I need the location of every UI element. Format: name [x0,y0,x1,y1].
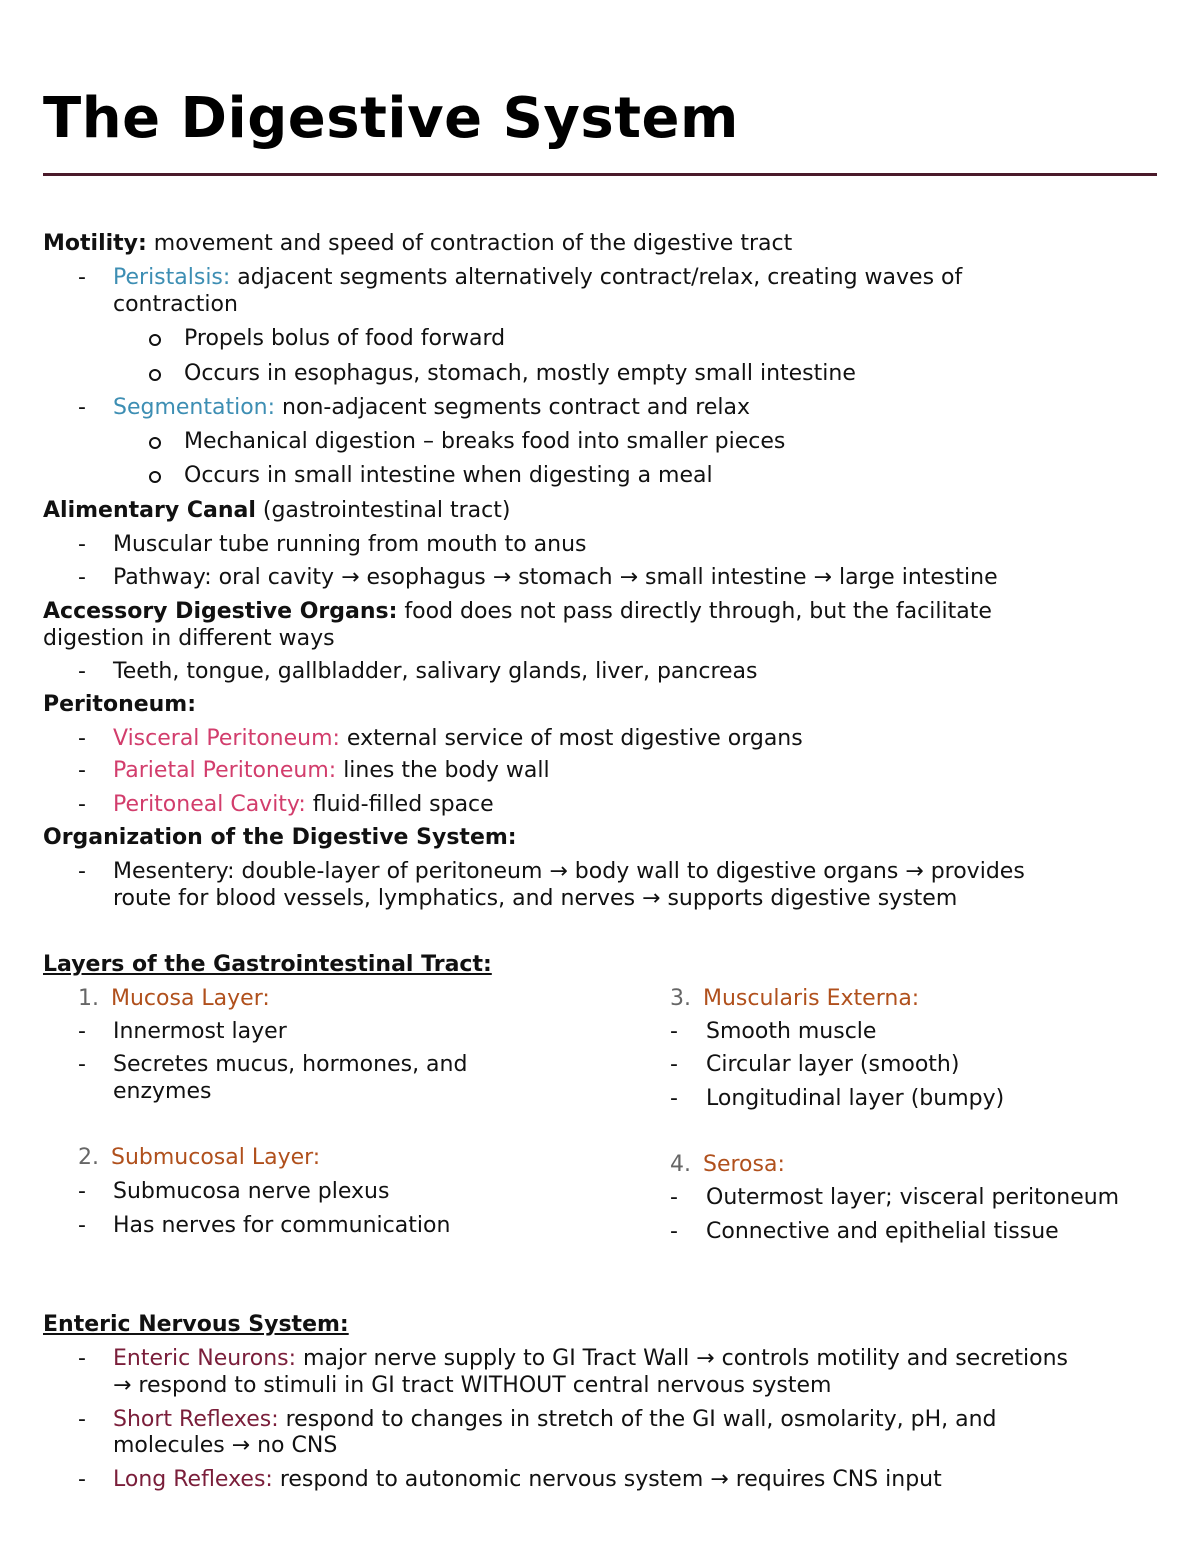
alimentary-line [43,497,510,524]
dash: - [670,1019,678,1044]
peritoneum-def: external service of most digestive organs [339,726,803,751]
muscularis-num: 3. [670,986,691,1011]
ens-neurons-def: major nerve supply to GI Tract Wall → controls motility and secretions [296,1346,1068,1371]
organization-line: Mesentery: double-layer of peritoneum → body wall to digestive organs → provides [113,859,1025,884]
bullet-icon [149,334,161,346]
organization-heading: Organization of the Digestive System: [43,825,517,850]
dash: - [78,265,86,290]
peritoneum-item [113,791,494,818]
muscularis-title [670,985,919,1012]
accessory-term: Accessory Digestive Organs: [43,599,398,624]
motility-line [43,230,792,257]
accessory-def: food does not pass directly through, but the facilitate [397,599,992,624]
dash: - [78,726,86,751]
motility-term: Motility: [43,231,147,256]
ens-short-term: Short Reflexes: [113,1407,279,1432]
submucosa-item: Has nerves for communication [113,1213,451,1238]
serosa-item: Outermost layer; visceral peritoneum [706,1185,1120,1210]
bullet-icon [149,369,161,381]
serosa-num: 4. [670,1152,691,1177]
motility-def: movement and speed of contraction of the digestive tract [146,231,793,256]
peristalsis-def: adjacent segments alternatively contract/relax, creating waves of [230,265,963,290]
ens-short-def: respond to changes in stretch of the GI wall, osmolarity, pH, and [278,1407,997,1432]
accessory-item: Teeth, tongue, gallbladder, salivary glands, liver, pancreas [113,659,758,684]
ens-neurons [113,1345,1068,1372]
mucosa-item: Secretes mucus, hormones, and [113,1052,468,1077]
dash: - [78,792,86,817]
organization-line: route for blood vessels, lymphatics, and nerves → supports digestive system [113,886,958,911]
peristalsis-bullet: Propels bolus of food forward [184,326,506,351]
peritoneum-def: lines the body wall [336,758,550,783]
dash: - [78,1213,86,1238]
dash: - [78,659,86,684]
peristalsis-term: Peristalsis: [113,265,231,290]
ens-long-term: Long Reflexes: [113,1467,273,1492]
submucosa-item: Submucosa nerve plexus [113,1179,390,1204]
bullet-icon [149,471,161,483]
segmentation-bullet: Mechanical digestion – breaks food into smaller pieces [184,429,786,454]
mucosa-title [78,985,270,1012]
accessory-def-cont: digestion in different ways [43,626,335,651]
submucosa-title [78,1144,320,1171]
dash: - [78,532,86,557]
peristalsis-def-cont: contraction [113,292,238,317]
page-title: The Digestive System [43,86,739,151]
dash: - [78,1179,86,1204]
dash: - [78,1019,86,1044]
dash: - [78,758,86,783]
mucosa-item: Innermost layer [113,1019,287,1044]
peritoneum-item [113,757,550,784]
dash: - [670,1086,678,1111]
dash: - [670,1052,678,1077]
peritoneum-item [113,725,803,752]
dash: - [78,1052,86,1077]
ens-neurons-term: Enteric Neurons: [113,1346,297,1371]
alimentary-def: (gastrointestinal tract) [255,498,511,523]
mucosa-term: Mucosa Layer: [111,986,270,1011]
dash: - [670,1219,678,1244]
ens-neurons-cont: → respond to stimuli in GI tract WITHOUT central nervous system [113,1373,832,1398]
peritoneum-term: Visceral Peritoneum: [113,726,340,751]
segmentation-line [113,394,750,421]
muscularis-term: Muscularis Externa: [703,986,920,1011]
serosa-item: Connective and epithelial tissue [706,1219,1059,1244]
peritoneum-heading: Peritoneum: [43,692,197,717]
peritoneum-term: Parietal Peritoneum: [113,758,337,783]
title-divider [43,173,1157,176]
ens-long [113,1466,942,1493]
dash: - [78,1346,86,1371]
dash: - [78,859,86,884]
submucosa-term: Submucosal Layer: [111,1145,321,1170]
ens-short [113,1406,996,1433]
segmentation-bullet: Occurs in small intestine when digesting a meal [184,463,713,488]
muscularis-item: Smooth muscle [706,1019,877,1044]
segmentation-def: non-adjacent segments contract and relax [275,395,750,420]
dash: - [78,1467,86,1492]
alimentary-item: Pathway: oral cavity → esophagus → stomach → small intestine → large intestine [113,565,998,590]
mucosa-item-cont: enzymes [113,1079,212,1104]
dash: - [670,1185,678,1210]
muscularis-item: Longitudinal layer (bumpy) [706,1086,1005,1111]
layers-heading: Layers of the Gastrointestinal Tract: [43,952,492,977]
alimentary-term: Alimentary Canal [43,498,256,523]
peritoneum-def: fluid-filled space [305,792,494,817]
accessory-line [43,598,992,625]
peristalsis-line [113,264,962,291]
ens-short-cont: molecules → no CNS [113,1433,338,1458]
peritoneum-term: Peritoneal Cavity: [113,792,306,817]
ens-long-def: respond to autonomic nervous system → requires CNS input [272,1467,942,1492]
muscularis-item: Circular layer (smooth) [706,1052,960,1077]
dash: - [78,1407,86,1432]
serosa-title [670,1151,785,1178]
mucosa-num: 1. [78,986,99,1011]
serosa-term: Serosa: [703,1152,785,1177]
ens-heading: Enteric Nervous System: [43,1312,349,1337]
submucosa-num: 2. [78,1145,99,1170]
alimentary-item: Muscular tube running from mouth to anus [113,532,587,557]
bullet-icon [149,437,161,449]
dash: - [78,565,86,590]
segmentation-term: Segmentation: [113,395,276,420]
peristalsis-bullet: Occurs in esophagus, stomach, mostly empty small intestine [184,361,856,386]
dash: - [78,395,86,420]
